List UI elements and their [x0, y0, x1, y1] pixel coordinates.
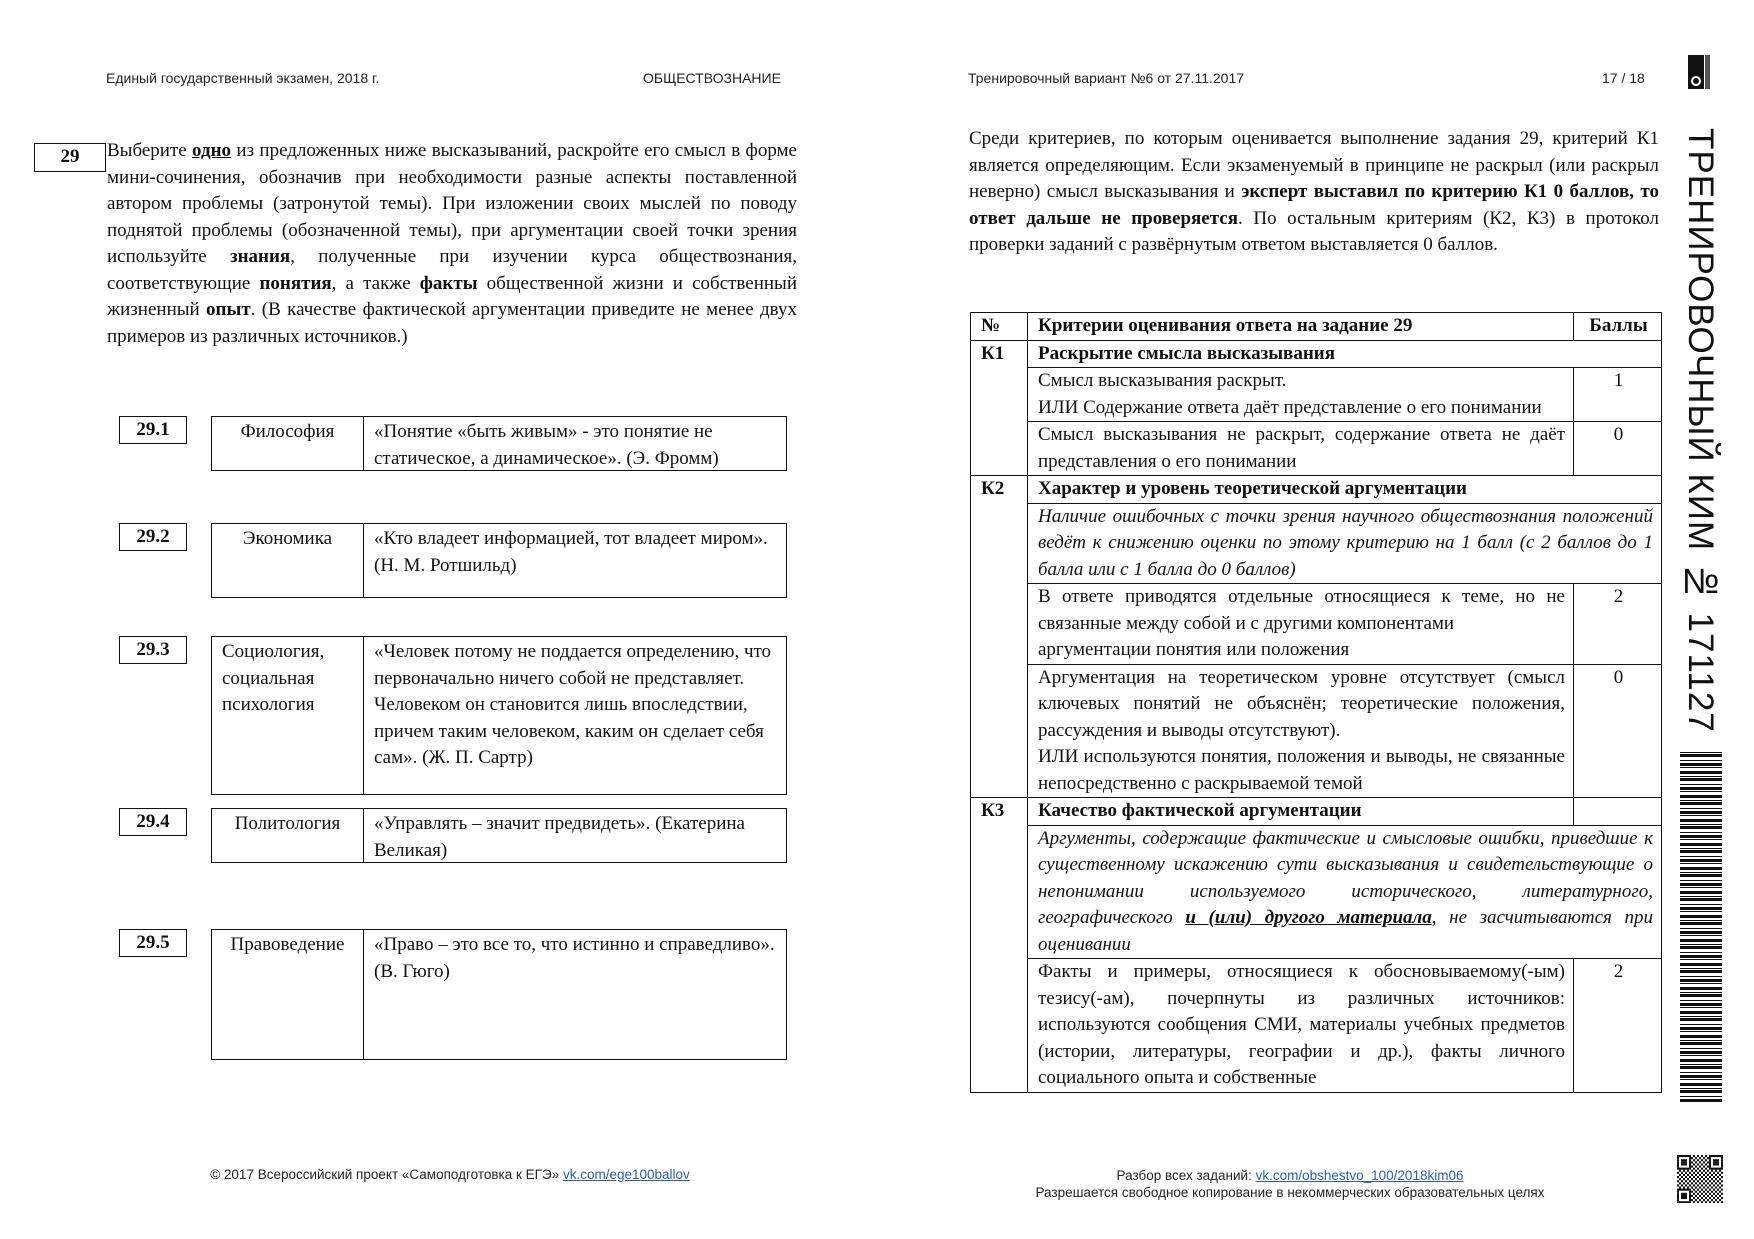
option-29-5 [211, 929, 787, 1060]
criteria-table [970, 312, 1662, 1093]
table-row [971, 368, 1662, 422]
side-kim-title: ТРЕНИРОВОЧНЫЙ КИМ № 171127 [1681, 128, 1720, 733]
empty-cell [1574, 798, 1662, 826]
criterion-note: Наличие ошибочных с точки зрения научного обществознания положений ведёт к снижению оценки по этому критерию на 1 балл (с 2 баллов до 1 балла или с 1 балла до 0 баллов) [1028, 503, 1662, 584]
text-segment: Выберите [107, 140, 193, 161]
criterion-score: 0 [1574, 664, 1662, 798]
option-topic: Философия [212, 417, 364, 470]
text-segment: Среди критериев, по которым оценивается выполнение задания 29, критерий К1 является определяющим. Если экзаменуемый в принципе не раскрыл (или раскрыл неверно) смысл высказывания и [969, 128, 1659, 202]
text-segment: эксперт выставил по критерию К1 0 баллов, то ответ дальше не проверяется [969, 181, 1659, 229]
option-29-1 [211, 416, 787, 471]
option-29-3 [211, 636, 787, 795]
option-topic: Политология [212, 809, 364, 862]
footer-copyright: © 2017 Всероссийский проект «Самоподготовка к ЕГЭ» [210, 1167, 563, 1182]
text-segment: понятия [259, 272, 332, 294]
criterion-code: К3 [971, 798, 1028, 1093]
footer-link-ege100ballov[interactable]: vk.com/ege100ballov [562, 1167, 690, 1182]
criterion-note [1028, 825, 1662, 959]
option-quote: «Человек потому не поддается определению, что первоначально ничего собой не представляет. Человеком он становится лишь впоследствии, причем таким человеком, каким он сделает себя сам». (Ж. П. Сартр) [374, 641, 772, 768]
header-variant: Тренировочный вариант №6 от 27.11.2017 [968, 70, 1245, 86]
footer-left [150, 1167, 750, 1182]
option-quote: «Кто владеет информацией, тот владеет миром». (Н. М. Ротшильд) [374, 528, 768, 576]
option-quote: «Понятие «быть живым» - это понятие не статическое, а динамическое». (Э. Фромм) [374, 421, 719, 469]
criterion-code: К1 [971, 340, 1028, 476]
task-instructions [107, 138, 797, 350]
text-segment: . По остальным критериям (К2, К3) в протокол проверки заданий с развёрнутым ответом выставляется 0 баллов. [969, 207, 1659, 255]
text-segment: , а также [331, 272, 420, 294]
option-topic: Правоведение [212, 930, 364, 1059]
table-row [971, 798, 1662, 826]
criterion-score: 2 [1574, 584, 1662, 665]
header-subject: ОБЩЕСТВОЗНАНИЕ [643, 70, 781, 86]
table-row [971, 664, 1662, 798]
table-row [971, 503, 1662, 584]
barcode-icon [1680, 752, 1722, 1102]
criterion-text: Смысл высказывания не раскрыт, содержание ответа не даёт представления о его понимании [1028, 422, 1574, 476]
text-segment: , полученные при изучении курса обществознания, соответствующие [107, 246, 797, 294]
note-emphasis: и (или) другого материала [1185, 907, 1432, 928]
header-score: Баллы [1574, 313, 1662, 341]
task-number: 29 [34, 143, 106, 172]
text-segment: . (В качестве фактической аргументации приведите не менее двух примеров из различных источников.) [107, 299, 798, 347]
option-number: 29.3 [119, 636, 187, 664]
header-exam-title: Единый государственный экзамен, 2018 г. [106, 70, 380, 86]
table-row [971, 584, 1662, 665]
table-row [971, 340, 1662, 368]
criterion-title: Характер и уровень теоретической аргументации [1028, 476, 1662, 504]
option-number: 29.5 [119, 929, 187, 957]
footer-copy-note: Разрешается свободное копирование в некоммерческих образовательных целях [1035, 1185, 1545, 1200]
text-segment: опыт [206, 299, 251, 320]
page-number: 17 / 18 [1602, 70, 1645, 86]
footer-analysis-label: Разбор всех заданий: [1116, 1168, 1256, 1183]
criterion-text: Аргументация на теоретическом уровне отсутствует (смысл ключевых понятий не объяснён; теоретические положения, рассуждения и выводы отсутствуют). ИЛИ используются понятия, положения и выводы, не связанные непосредственно с раскрываемой темой [1028, 664, 1574, 798]
table-row [971, 476, 1662, 504]
criterion-score: 1 [1574, 368, 1662, 422]
header-number: № [971, 313, 1028, 341]
text-segment: знания [229, 246, 291, 267]
criterion-text: В ответе приводятся отдельные относящиеся к теме, но не связанные между собой и с другими компонентами аргументации понятия или положения [1028, 584, 1574, 665]
option-quote: «Право – это все то, что истинно и справедливо». (В. Гюго) [374, 934, 775, 982]
criterion-score: 2 [1574, 959, 1662, 1093]
text-segment: из предложенных ниже высказываний, раскройте его смысл в форме мини-сочинения, обозначив при необходимости разные аспекты поставленной автором проблемы (затронутой темы). При изложении своих мыслей по поводу поднятой проблемы (обозначенной темы), при аргументации своей точки зрения используйте [107, 140, 797, 267]
option-29-2 [211, 523, 787, 598]
option-topic: Социология, социальная психология [212, 637, 364, 794]
option-29-4 [211, 808, 787, 863]
criterion-score: 0 [1574, 422, 1662, 476]
table-row [971, 422, 1662, 476]
header-criteria: Критерии оценивания ответа на задание 29 [1028, 313, 1574, 341]
criteria-intro [969, 126, 1659, 259]
note-text: , не засчитываются при оценивании [1038, 907, 1653, 955]
criterion-title: Раскрытие смысла высказывания [1028, 340, 1662, 368]
option-number: 29.2 [119, 523, 187, 551]
option-topic: Экономика [212, 524, 364, 597]
option-quote: «Управлять – значит предвидеть». (Екатерина Великая) [374, 813, 745, 861]
criterion-text: Смысл высказывания раскрыт. ИЛИ Содержание ответа даёт представление о его понимании [1028, 368, 1574, 422]
text-segment: общественной жизни и собственный жизненный [107, 272, 797, 320]
table-header-row [971, 313, 1662, 341]
text-segment: факты [419, 272, 478, 294]
option-number: 29.1 [119, 416, 187, 444]
footer-right [990, 1167, 1590, 1201]
option-number: 29.4 [119, 808, 187, 836]
footer-link-analysis[interactable]: vk.com/obshestvo_100/2018kim06 [1255, 1168, 1464, 1183]
text-segment: одно [192, 140, 232, 161]
note-text: Аргументы, содержащие фактические и смысловые ошибки, приведшие к существенному искажению сути высказывания и свидетельствующие о непонимании используемого исторического, литературного, географического [1038, 827, 1653, 928]
criterion-text: Факты и примеры, относящиеся к обосновываемому(-ым) тезису(-ам), почерпнуты из различных источников: используются сообщения СМИ, материалы учебных предметов (истории, литературы, географии и др.), факты личного социального опыта и собственные [1028, 959, 1574, 1093]
table-row [971, 959, 1662, 1093]
criterion-code: К2 [971, 476, 1028, 798]
table-row [971, 825, 1662, 959]
qr-code-icon [1677, 1155, 1723, 1203]
criterion-title: Качество фактической аргументации [1028, 798, 1574, 826]
exam-logo-icon [1688, 55, 1710, 89]
